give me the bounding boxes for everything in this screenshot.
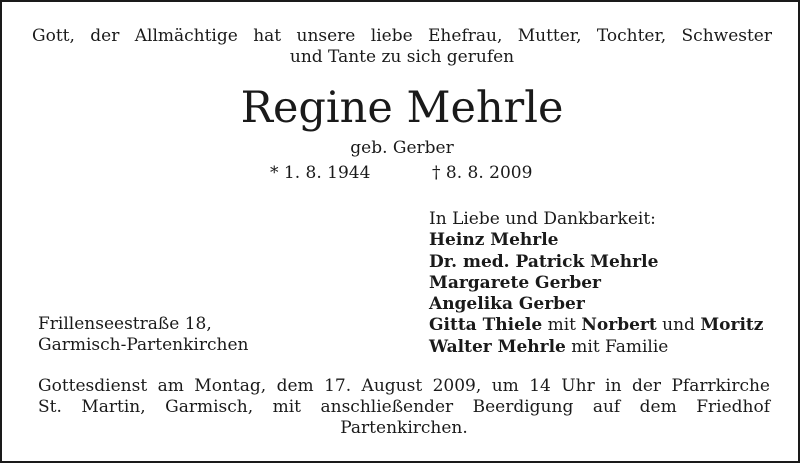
mourner-name: Margarete Gerber: [429, 272, 602, 293]
mourner-name: Dr. med. Patrick Mehrle: [429, 251, 659, 272]
mourners-heading: In Liebe und Dankbarkeit:: [429, 209, 656, 229]
address-city: Garmisch-Partenkirchen: [38, 335, 249, 356]
mourner-name: Heinz Mehrle: [429, 230, 559, 251]
service-line-3: Partenkirchen.: [340, 418, 468, 438]
deceased-name: Regine Mehrle: [240, 83, 564, 133]
intro-line-1: Gott, der Allmächtige hat unsere liebe Ehefrau, Mutter, Tochter, Schwester: [32, 26, 772, 46]
address: [38, 314, 248, 357]
birth-name: geb. Gerber: [350, 138, 454, 158]
mourner-line-walter: Walter Mehrle mit Familie: [429, 336, 669, 357]
address-street: Frillenseestraße 18,: [38, 314, 212, 334]
service-line-2: St. Martin, Garmisch, mit anschließender Beerdigung auf dem Friedhof: [38, 397, 770, 417]
birth-date: * 1. 8. 1944: [270, 163, 371, 183]
mourners-list: [429, 209, 763, 358]
service-info: [38, 376, 770, 439]
intro-text: [32, 26, 772, 68]
intro-line-2: und Tante zu sich gerufen: [289, 47, 515, 67]
mourner-line-thiele: Gitta Thiele mit Norbert und Moritz: [429, 315, 764, 336]
service-line-1: Gottesdienst am Montag, dem 17. August 2009, um 14 Uhr in der Pfarrkirche: [38, 376, 770, 396]
mourner-name: Angelika Gerber: [429, 294, 585, 315]
death-date: † 8. 8. 2009: [432, 163, 533, 183]
